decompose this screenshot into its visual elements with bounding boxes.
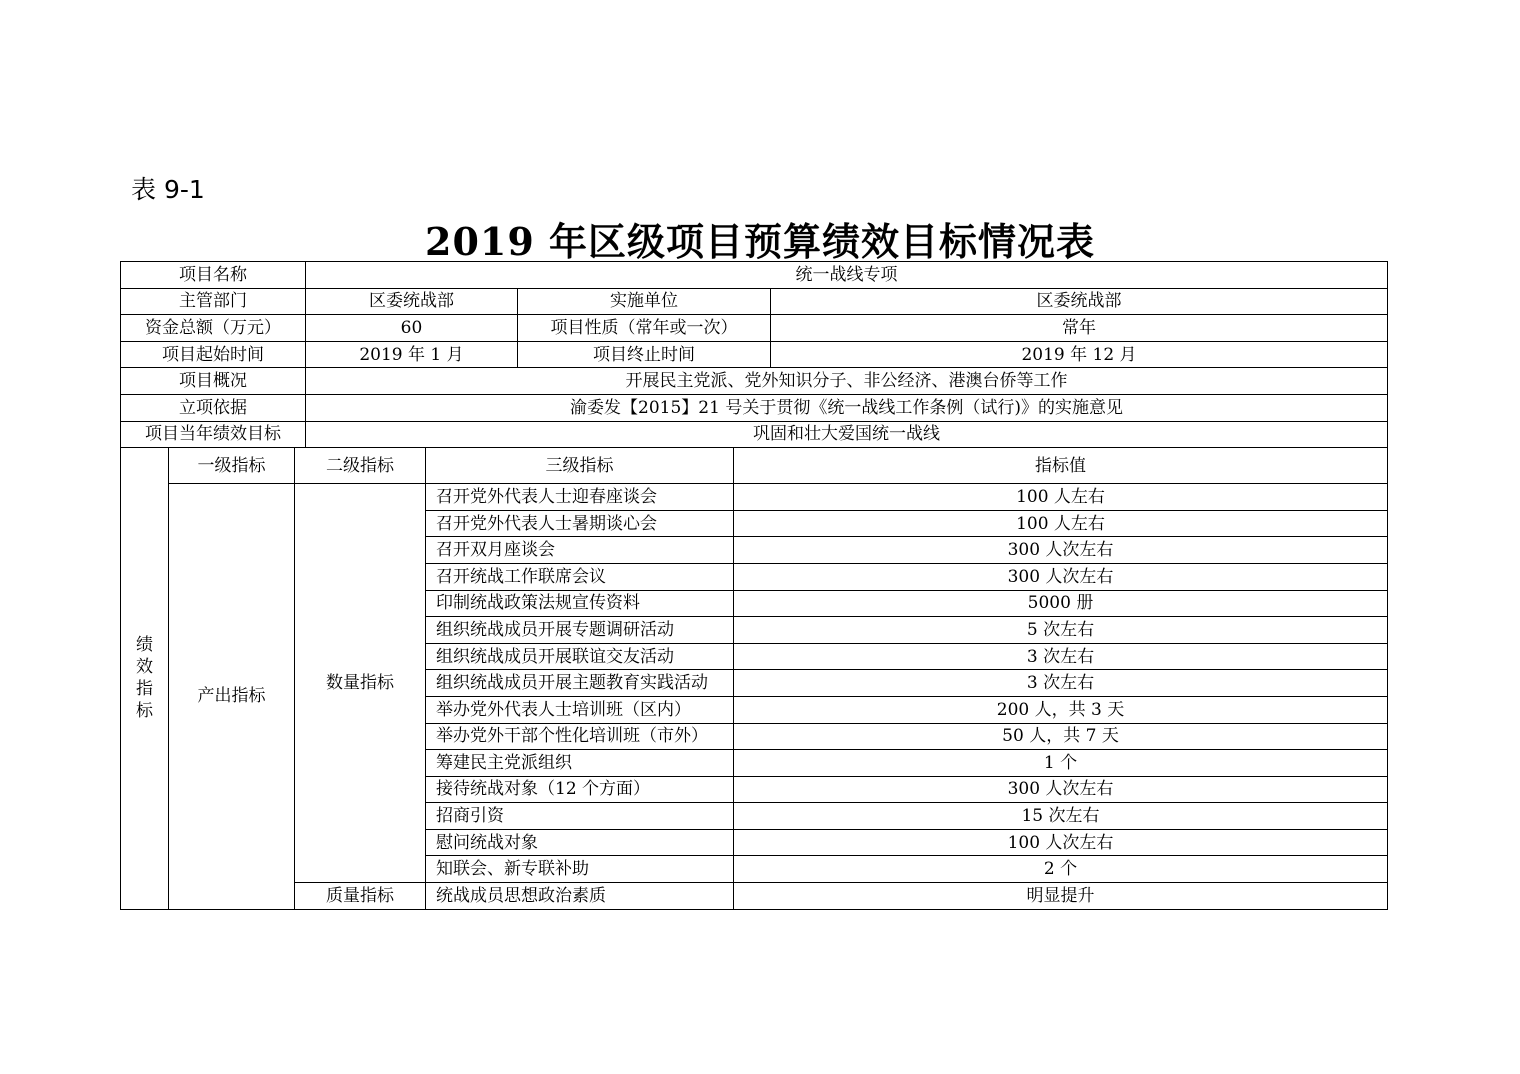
indicator-name: 举办党外干部个性化培训班（市外）	[426, 723, 734, 750]
indicator-value: 5000 册	[734, 590, 1388, 617]
fund-label: 资金总额（万元）	[121, 315, 306, 342]
indicator-name: 印制统战政策法规宣传资料	[426, 590, 734, 617]
unit-label: 实施单位	[518, 288, 771, 315]
indicator-value: 100 人左右	[734, 510, 1388, 537]
indicator-value: 1 个	[734, 750, 1388, 777]
indicator-section-label: 绩效指标	[121, 448, 169, 910]
nature-label: 项目性质（常年或一次）	[518, 315, 771, 342]
overview-label: 项目概况	[121, 368, 306, 395]
table-code: 表 9-1	[131, 175, 205, 204]
end-value: 2019 年 12 月	[771, 341, 1388, 368]
indicator-value: 300 人次左右	[734, 563, 1388, 590]
indicator-name: 招商引资	[426, 803, 734, 830]
indicator-name: 慰问统战对象	[426, 829, 734, 856]
unit-value: 区委统战部	[771, 288, 1388, 315]
indicator-value: 200 人，共 3 天	[734, 696, 1388, 723]
end-label: 项目终止时间	[518, 341, 771, 368]
indicator-value: 50 人，共 7 天	[734, 723, 1388, 750]
row-goal	[121, 421, 1388, 448]
table-row	[121, 883, 1388, 910]
indicator-value: 15 次左右	[734, 803, 1388, 830]
dept-label: 主管部门	[121, 288, 306, 315]
basis-label: 立项依据	[121, 394, 306, 421]
indicator-name: 举办党外代表人士培训班（区内）	[426, 696, 734, 723]
indicator-name: 接待统战对象（12 个方面）	[426, 776, 734, 803]
indicator-name: 知联会、新专联补助	[426, 856, 734, 883]
start-value: 2019 年 1 月	[306, 341, 518, 368]
indicator-name: 组织统战成员开展专题调研活动	[426, 617, 734, 644]
indicator-value: 300 人次左右	[734, 776, 1388, 803]
indicator-value: 2 个	[734, 856, 1388, 883]
project-name-value: 统一战线专项	[306, 262, 1388, 289]
row-period	[121, 341, 1388, 368]
overview-value: 开展民主党派、党外知识分子、非公经济、港澳台侨等工作	[306, 368, 1388, 395]
indicator-name: 组织统战成员开展主题教育实践活动	[426, 670, 734, 697]
indicator-header-row	[121, 448, 1388, 484]
indicator-name: 召开统战工作联席会议	[426, 563, 734, 590]
level2-quantity: 数量指标	[295, 484, 426, 883]
indicator-value: 100 人次左右	[734, 829, 1388, 856]
indicator-name: 召开双月座谈会	[426, 537, 734, 564]
indicator-name: 召开党外代表人士迎春座谈会	[426, 484, 734, 511]
row-department	[121, 288, 1388, 315]
indicator-name: 召开党外代表人士暑期谈心会	[426, 510, 734, 537]
performance-goal-table	[120, 261, 1388, 910]
indicator-name: 组织统战成员开展联谊交友活动	[426, 643, 734, 670]
row-project-name	[121, 262, 1388, 289]
indicator-name: 统战成员思想政治素质	[426, 883, 734, 910]
header-level1: 一级指标	[169, 448, 295, 484]
indicator-name: 筹建民主党派组织	[426, 750, 734, 777]
row-basis	[121, 394, 1388, 421]
start-label: 项目起始时间	[121, 341, 306, 368]
indicator-value: 300 人次左右	[734, 537, 1388, 564]
project-name-label: 项目名称	[121, 262, 306, 289]
nature-value: 常年	[771, 315, 1388, 342]
goal-value: 巩固和壮大爱国统一战线	[306, 421, 1388, 448]
indicator-value: 100 人左右	[734, 484, 1388, 511]
indicator-value: 明显提升	[734, 883, 1388, 910]
goal-label: 项目当年绩效目标	[121, 421, 306, 448]
fund-value: 60	[306, 315, 518, 342]
document-title: 2019 年区级项目预算绩效目标情况表	[425, 219, 1095, 264]
row-overview	[121, 368, 1388, 395]
header-level2: 二级指标	[295, 448, 426, 484]
dept-value: 区委统战部	[306, 288, 518, 315]
row-fund	[121, 315, 1388, 342]
header-value: 指标值	[734, 448, 1388, 484]
table-row	[121, 484, 1388, 511]
level2-quality: 质量指标	[295, 883, 426, 910]
indicator-value: 3 次左右	[734, 670, 1388, 697]
header-level3: 三级指标	[426, 448, 734, 484]
indicator-value: 5 次左右	[734, 617, 1388, 644]
level1-output: 产出指标	[169, 484, 295, 910]
basis-value: 渝委发【2015】21 号关于贯彻《统一战线工作条例（试行)》的实施意见	[306, 394, 1388, 421]
indicator-value: 3 次左右	[734, 643, 1388, 670]
